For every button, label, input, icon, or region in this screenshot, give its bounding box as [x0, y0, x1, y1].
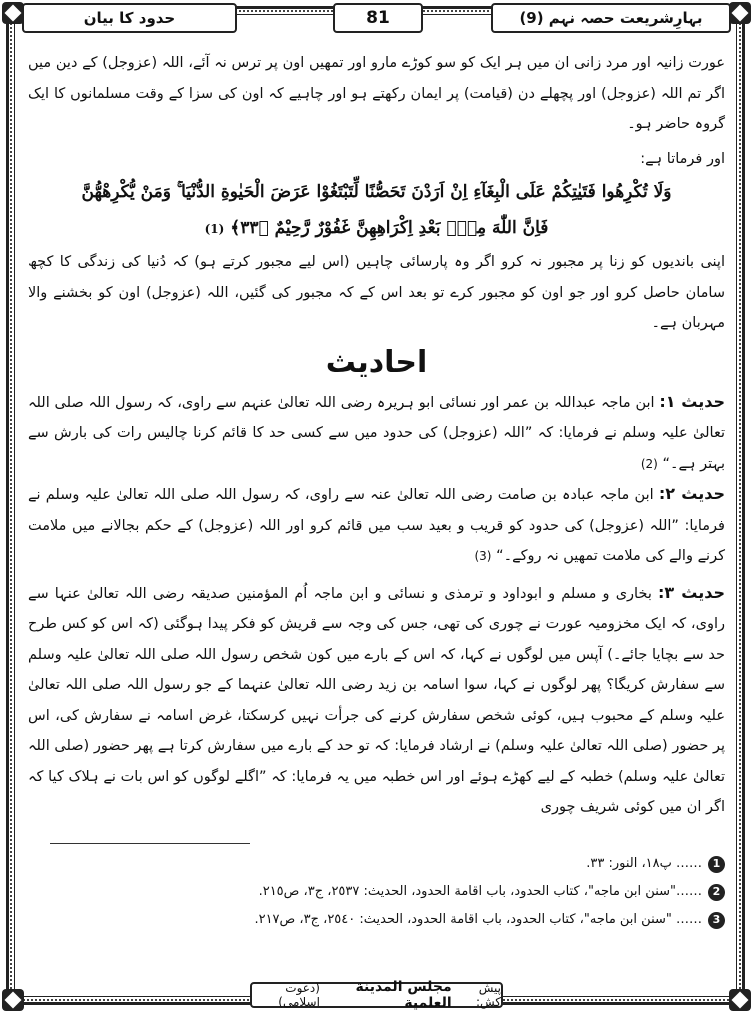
- corner-ornament-icon: [729, 2, 751, 24]
- page-number: 81: [366, 8, 390, 28]
- quran-verse-text: فَاِنَّ اللّٰهَ مِنْۢ بَعْدِ اِكْرَاهِهِنَّ غَفُوْرٌ رَّحِيْمٌ ﴿٣٣﴾: [230, 218, 549, 238]
- corner-ornament-icon: [2, 989, 24, 1011]
- corner-ornament-icon: [729, 989, 751, 1011]
- footnote-item: [28, 906, 725, 934]
- hadith-label: حدیث ۱:: [659, 391, 725, 411]
- verse-lead: اور فرماتا ہے:: [640, 150, 725, 167]
- hadith-text: بخاری و مسلم و ابوداود و ترمذی و نسائی و ابن ماجہ اُم المؤمنین صدیقہ رضی اللہ تعالیٰ عنہا سے راوی، کہ ایک مخزومیہ عورت نے چوری کی تھی، جس کی وجہ سے قریش کو فکر پیدا ہوگئی (کہ اس کو کس طرح حد سے بچایا جائے۔) آپس میں لوگوں نے کہا، کہ اس کے بارے میں کون شخص رسول اللہ صلی اللہ تعالیٰ علیہ وسلم سے سفارش کریگا؟ پھر لوگوں نے کہا، سوا اسامہ بن زید رضی اللہ تعالیٰ عنہما کے جو رسول اللہ صلی اللہ تعالیٰ علیہ وسلم کے محبوب ہیں، کوئی شخص سفارش کرنے کی جرأت نہیں کرسکتا، غرض اسامہ نے سفارش کی، اس پر حضور (صلی اللہ تعالیٰ علیہ وسلم) نے ارشاد فرمایا: کہ تو حد کے بارے میں سفارش کرتا ہے پھر حضور (صلی اللہ تعالیٰ علیہ وسلم) خطبہ کے لیے کھڑے ہوئے اور اس خطبہ میں یہ فرمایا: کہ ”اگلے لوگوں کو اس بات نے ہلاک کیا کہ اگر ان میں کوئی شریف چوری: [28, 585, 725, 815]
- hadith-2: [28, 479, 725, 572]
- verse-translation: اپنی باندیوں کو زنا پر مجبور نہ کرو اگر وہ پارسائی چاہیں (اس لیے مجبور کرتے ہو) کہ دُنیا کی زندگی کا کچھ سامان حاصل کرو اور جو اون کو مجبور کرے تو بعد اس کے کہ مجبور کی گئیں، اللہ (عزوجل) اون کو بخشنے والا مہربان ہے۔: [28, 254, 725, 331]
- hadith-label: حدیث ۳:: [658, 582, 725, 602]
- footnote-item: [28, 850, 725, 878]
- publisher-footer: [250, 979, 503, 1011]
- quran-verse-line-2: [28, 210, 725, 247]
- header-page-number: [333, 3, 423, 33]
- footnote-ref: (1): [204, 222, 225, 236]
- page-content: [28, 48, 725, 823]
- publisher-name: مجلس المدينة العلمية: [355, 979, 452, 1011]
- intro-paragraph: عورت زانیہ اور مرد زانی ان میں ہر ایک کو سو کوڑے مارو اور تمھیں اون پر ترس نہ آئے، اللہ (عزوجل) کے دین میں اگر تم اللہ (عزوجل) اور پچھلے دن (قیامت) پر ایمان رکھتے ہو اور چاہیے کہ اون کی سزا کے وقت مسلمانوں کا ایک گروہ حاضر ہو۔: [28, 55, 725, 132]
- corner-ornament-icon: [2, 2, 24, 24]
- book-title: بہارِشریعت حصہ نہم (9): [519, 9, 703, 27]
- footnote-divider: [50, 843, 250, 844]
- hadith-text: ابن ماجہ عبادہ بن صامت رضی اللہ تعالیٰ عنہ سے راوی، کہ رسول اللہ صلی اللہ تعالیٰ علیہ وسلم نے فرمایا: ”اللہ (عزوجل) کی حدود کو قریب و بعید سب میں قائم کرو اور اللہ (عزوجل) کے حکم بجالانے میں ملامت کرنے والے کی ملامت تمھیں نہ روکے۔“: [28, 487, 725, 564]
- footnote-number: 2: [708, 884, 725, 901]
- footer-suffix: (دعوت اسلامی): [278, 981, 320, 1009]
- footnote-text: ……"سنن ابن ماجه"، كتاب الحدود، باب اقامة الحدود، الحديث: ٢٥٣٧، ج٣، ص٢١٥.: [258, 884, 702, 899]
- hadith-text: ابن ماجہ عبداللہ بن عمر اور نسائی ابو ہریرہ رضی اللہ تعالیٰ عنہم سے راوی، کہ رسول اللہ صلی اللہ تعالیٰ علیہ وسلم نے فرمایا: کہ ”اللہ (عزوجل) کی حدود میں سے کسی حد کا قائم کرنا چالیس رات کی بارش سے بہتر ہے۔“: [28, 394, 725, 472]
- header-section-title: [22, 3, 237, 33]
- hadith-heading: احادیث: [325, 344, 428, 380]
- footnote-ref: (2): [640, 456, 658, 471]
- section-title: حدود کا بیان: [83, 9, 176, 27]
- footnote-item: [28, 878, 725, 906]
- footnote-ref: (3): [474, 549, 492, 563]
- hadith-label: حدیث ۲:: [658, 484, 725, 503]
- footer-prefix: پیش کش:: [475, 981, 501, 1009]
- header-book-title: [491, 3, 731, 33]
- footnote-text: …… پ۱۸، النور: ۳۳.: [586, 856, 702, 871]
- hadith-3: [28, 578, 725, 823]
- footnotes: [28, 850, 725, 934]
- footnote-text: …… "سنن ابن ماجه"، كتاب الحدود، باب اقامة الحدود، الحديث: ٢٥٤٠، ج٣، ص٢١٧.: [254, 912, 702, 927]
- footnote-number: 3: [708, 912, 725, 929]
- footnote-number: 1: [708, 856, 725, 873]
- quran-verse-line-1: وَلَا تُكْرِهُوا فَتَيٰتِكُمْ عَلَى الْبِغَآءِ اِنْ اَرَدْنَ تَحَصُّنًا لِّتَبْتَغُوْا عَرَضَ الْحَيٰوةِ الدُّنْيَا ۚ وَمَنْ يُّكْرِهْهُّنَّ: [81, 182, 672, 202]
- hadith-1: [28, 387, 725, 480]
